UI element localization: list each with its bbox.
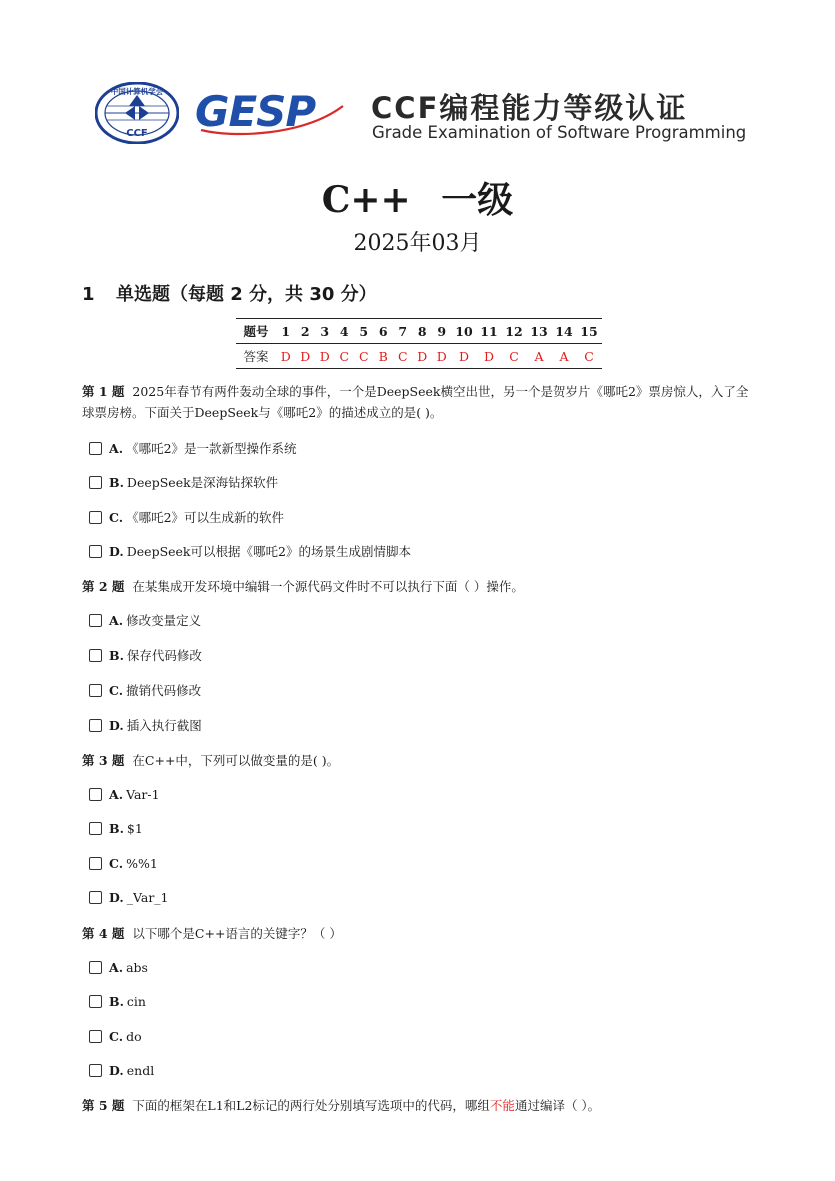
ccf-seal-logo: [95, 82, 179, 144]
question-number: 2: [296, 319, 316, 344]
question-label: 第 2 题: [82, 579, 125, 594]
question-text: 下面的框架在L1和L2标记的两行处分别填写选项中的代码，哪组: [132, 1098, 490, 1113]
checkbox[interactable]: [89, 442, 102, 455]
question-1: [82, 381, 750, 423]
seal-text-bottom: CCF: [126, 128, 148, 139]
option-text: %%1: [126, 856, 158, 871]
question-number: 11: [477, 319, 502, 344]
question-label: 第 4 题: [82, 926, 125, 941]
option-3b[interactable]: [89, 821, 143, 837]
option-text: Var-1: [126, 787, 160, 802]
checkbox[interactable]: [89, 822, 102, 835]
option-text: 《哪吒2》是一款新型操作系统: [126, 441, 297, 456]
checkbox[interactable]: [89, 545, 102, 558]
option-text: cin: [126, 994, 146, 1009]
question-number: 6: [374, 319, 394, 344]
option-text: 撤销代码修改: [126, 683, 202, 698]
option-text: 修改变量定义: [126, 613, 202, 628]
question-4: [82, 923, 750, 944]
option-key: D.: [109, 1063, 124, 1078]
option-text: 保存代码修改: [126, 648, 202, 663]
answer-cell: C: [339, 348, 350, 364]
answer-cell: C: [397, 348, 408, 364]
option-3a[interactable]: [89, 787, 160, 803]
answer-table-answer-row: [236, 344, 602, 369]
question-label: 第 3 题: [82, 753, 125, 768]
question-number: 1: [276, 319, 296, 344]
answer-cell: C: [584, 348, 594, 364]
option-key: B.: [109, 994, 124, 1009]
option-4c[interactable]: [89, 1029, 142, 1045]
question-number: 4: [335, 319, 355, 344]
option-key: D.: [109, 718, 124, 733]
checkbox[interactable]: [89, 788, 102, 801]
option-key: C.: [109, 1029, 124, 1044]
exam-title: C++ 一级: [321, 179, 514, 221]
question-number: 5: [354, 319, 374, 344]
question-text: 在C++中，下列可以做变量的是( )。: [132, 753, 340, 768]
option-2c[interactable]: [89, 683, 201, 699]
checkbox[interactable]: [89, 511, 102, 524]
option-key: D.: [109, 544, 124, 559]
answer-cell: D: [436, 348, 447, 364]
question-5: [82, 1095, 750, 1116]
question-number: 14: [552, 319, 577, 344]
answer-key-table: [236, 318, 602, 369]
option-key: A.: [109, 613, 124, 628]
option-2b[interactable]: [89, 648, 202, 664]
question-number: 7: [393, 319, 413, 344]
answer-cell: D: [483, 348, 495, 364]
question-text: 2025年春节有两件轰动全球的事件，一个是DeepSeek横空出世，另一个是贺岁片《哪吒2》票房惊人，入了全球票房榜。下面关于DeepSeek与《哪吒2》的描述成立的是( )。: [82, 384, 749, 420]
option-key: B.: [109, 475, 124, 490]
section-number: 1: [82, 284, 95, 305]
section-title: 单选题（每题 2 分，共 30 分）: [116, 284, 377, 305]
checkbox[interactable]: [89, 614, 102, 627]
option-1c[interactable]: [89, 510, 284, 526]
option-key: C.: [109, 510, 124, 525]
option-key: D.: [109, 890, 124, 905]
option-1a[interactable]: [89, 441, 297, 457]
checkbox[interactable]: [89, 891, 102, 904]
option-2a[interactable]: [89, 613, 201, 629]
option-text: 《哪吒2》可以生成新的软件: [126, 510, 285, 525]
question-3: [82, 750, 750, 771]
checkbox[interactable]: [89, 1064, 102, 1077]
exam-header: [95, 82, 745, 147]
option-1b[interactable]: [89, 475, 278, 491]
answer-table-header-row: [236, 319, 602, 344]
question-number: 12: [502, 319, 527, 344]
option-text: do: [126, 1029, 142, 1044]
question-text: 以下哪个是C++语言的关键字？（ ）: [132, 926, 342, 941]
question-number: 15: [577, 319, 602, 344]
option-text: $1: [126, 821, 143, 836]
option-text: 插入执行截图: [126, 718, 202, 733]
answer-cell: D: [280, 348, 291, 364]
checkbox[interactable]: [89, 961, 102, 974]
option-text: _Var_1: [126, 890, 169, 905]
answer-cell: D: [319, 348, 330, 364]
question-emphasis: 不能: [489, 1098, 515, 1113]
option-key: A.: [109, 960, 124, 975]
option-3c[interactable]: [89, 856, 158, 872]
option-2d[interactable]: [89, 718, 202, 734]
seal-text-top: 中国计算机学会: [110, 87, 164, 96]
option-key: A.: [109, 441, 124, 456]
gesp-logo-text: GESP: [195, 87, 316, 136]
option-key: B.: [109, 648, 124, 663]
answer-cell: D: [458, 348, 470, 364]
question-number: 13: [527, 319, 552, 344]
option-text: endl: [126, 1063, 155, 1078]
option-key: C.: [109, 683, 124, 698]
answer-cell: A: [559, 348, 569, 364]
answer-cell: D: [300, 348, 311, 364]
question-number: 3: [315, 319, 335, 344]
gesp-logo: [193, 86, 349, 138]
option-4d[interactable]: [89, 1063, 154, 1079]
answer-table-header-label: 题号: [236, 319, 276, 344]
answer-cell: C: [509, 348, 519, 364]
question-label: 第 1 题: [82, 384, 125, 399]
answer-cell: D: [417, 348, 428, 364]
section-heading: [82, 280, 377, 306]
checkbox[interactable]: [89, 476, 102, 489]
checkbox[interactable]: [89, 719, 102, 732]
option-text: DeepSeek是深海钻探软件: [126, 475, 279, 490]
exam-date: 2025年03月: [353, 231, 482, 256]
brand-title-cn: CCF编程能力等级认证: [371, 91, 688, 125]
question-2: [82, 576, 750, 597]
checkbox[interactable]: [89, 684, 102, 697]
checkbox[interactable]: [89, 649, 102, 662]
option-key: B.: [109, 821, 124, 836]
checkbox[interactable]: [89, 995, 102, 1008]
option-3d[interactable]: [89, 890, 169, 906]
answer-cell: C: [358, 348, 369, 364]
question-number: 9: [432, 319, 452, 344]
option-key: A.: [109, 787, 124, 802]
answer-cell: B: [378, 348, 388, 364]
answer-table-answer-label: 答案: [243, 349, 269, 364]
answer-cell: A: [534, 348, 544, 364]
question-number: 10: [452, 319, 477, 344]
option-key: C.: [109, 856, 124, 871]
checkbox[interactable]: [89, 1030, 102, 1043]
checkbox[interactable]: [89, 857, 102, 870]
option-text: abs: [126, 960, 148, 975]
question-text-end: 通过编译（ ）。: [514, 1098, 601, 1113]
option-1d[interactable]: [89, 544, 411, 560]
question-text: 在某集成开发环境中编辑一个源代码文件时不可以执行下面（ ）操作。: [132, 579, 524, 594]
option-4b[interactable]: [89, 994, 146, 1010]
question-number: 8: [413, 319, 433, 344]
option-4a[interactable]: [89, 960, 148, 976]
brand-title-en: Grade Examination of Software Programming: [372, 123, 747, 142]
question-label: 第 5 题: [82, 1098, 125, 1113]
option-text: DeepSeek可以根据《哪吒2》的场景生成剧情脚本: [126, 544, 411, 559]
